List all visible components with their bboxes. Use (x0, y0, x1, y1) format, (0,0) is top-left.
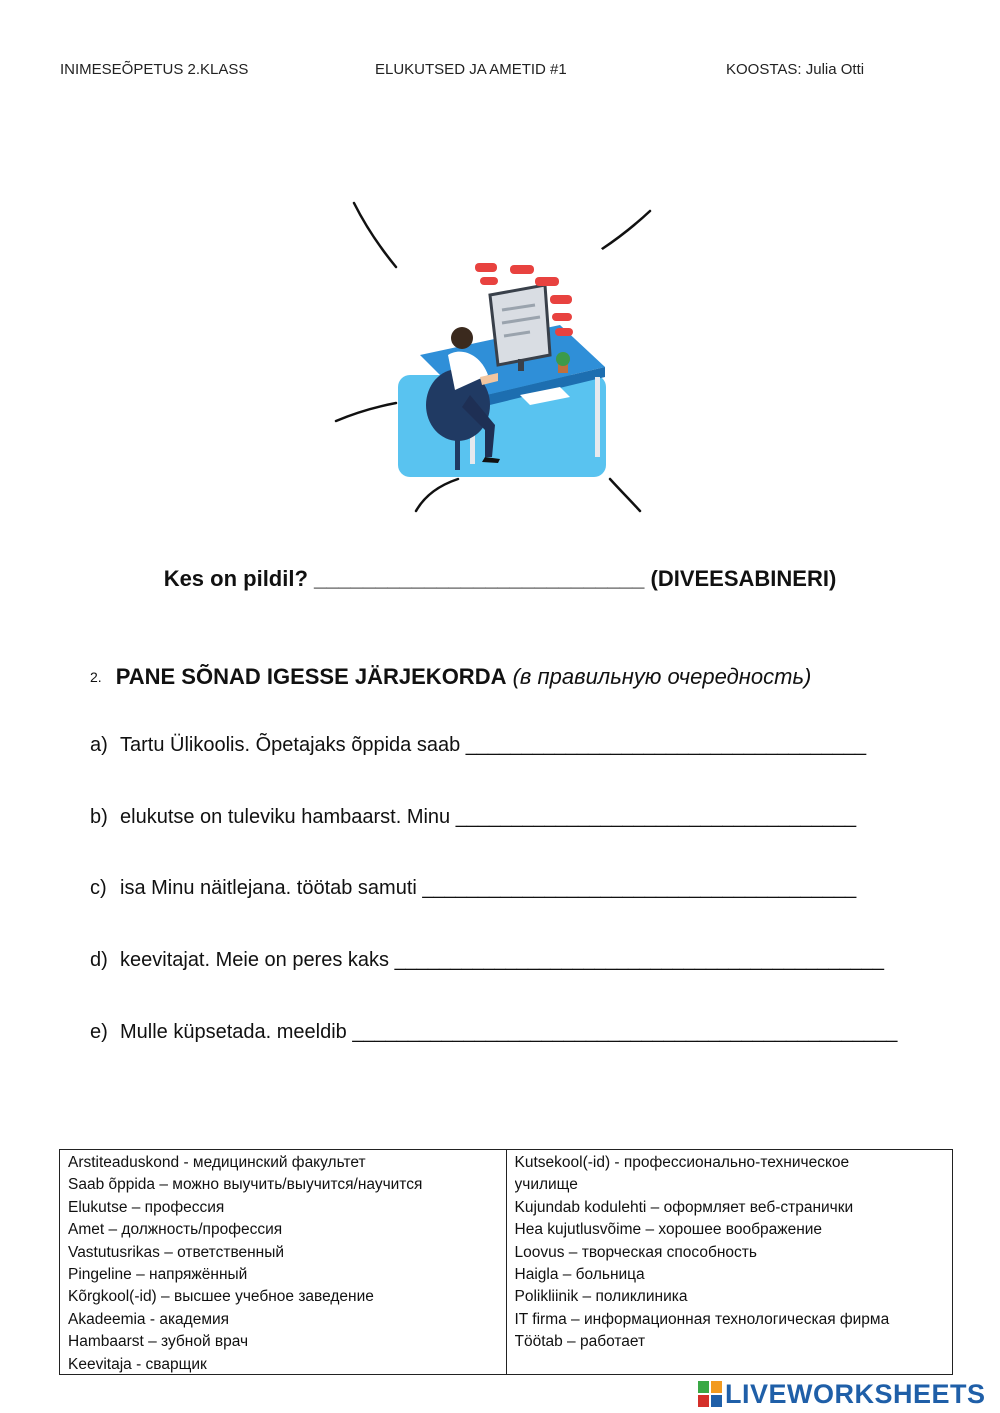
vocab-row: Akadeemia - академия (68, 1310, 230, 1328)
ray-bottom-center (416, 479, 458, 511)
ray-bottom-right (610, 479, 640, 511)
list-item (90, 949, 884, 972)
item-letter: a) (90, 734, 108, 756)
list-item (90, 806, 856, 829)
item-text: isa Minu näitlejana. töötab samuti _______________________________________ (120, 877, 857, 899)
ray-bottom-left (336, 403, 396, 421)
task-heading: PANE SÕNAD IGESSE JÄRJEKORDA (115, 664, 507, 689)
vocab-row: Pingeline – напряжённый (68, 1266, 248, 1284)
list-item (90, 734, 866, 757)
item-letter: b) (90, 806, 108, 828)
vocab-row: Polikliinik – поликлиника (514, 1288, 688, 1306)
vocab-row: Kujundab kodulehti – оформляет веб-странички (514, 1198, 854, 1216)
task-title (90, 664, 811, 690)
item-letter: d) (90, 949, 108, 971)
vocab-row: Hea kujutlusvõime – хорошее воображение (514, 1221, 823, 1239)
item-text: elukutse on tuleviku hambaarst. Minu ____________________________________ (120, 806, 857, 828)
vocab-row: Haigla – больница (514, 1266, 645, 1284)
ray-top-left (354, 203, 396, 267)
item-text: Mulle küpsetada. meeldib _________________________________________________ (120, 1021, 898, 1043)
vocab-row: Saab õppida – можно выучить/выучится/научится (68, 1176, 423, 1194)
worker-illustration (330, 195, 660, 515)
vocabulary-left-column (60, 1150, 506, 1374)
vocab-row: Loovus – творческая способность (514, 1243, 757, 1261)
vocab-row: Kõrgkool(-id) – высшее учебное заведение (68, 1288, 374, 1306)
task-subtitle: (в правильную очередность) (512, 664, 812, 689)
vocab-row: Hambaarst – зубной врач (68, 1333, 249, 1351)
header-right: KOOSTAS: Julia Otti (726, 61, 865, 78)
vocabulary-table (59, 1149, 953, 1375)
vocab-row: Elukutse – профессия (68, 1198, 225, 1216)
liveworksheets-logo[interactable] (697, 1378, 986, 1410)
vocab-row: Arstiteaduskond - медицинский факультет (68, 1154, 366, 1171)
liveworksheets-logo-text: LIVEWORKSHEETS (725, 1378, 986, 1409)
header-left: INIMESEÕPETUS 2.KLASS (60, 61, 249, 78)
vocab-row: Amet – должность/профессия (68, 1221, 283, 1239)
liveworksheets-logo-icon (697, 1380, 723, 1408)
task-number: 2. (90, 669, 102, 685)
vocab-row: Vastutusrikas – ответственный (68, 1243, 285, 1261)
worker-desk-image (398, 245, 606, 477)
ray-top-right (602, 211, 650, 249)
list-item (90, 1021, 897, 1044)
item-letter: c) (90, 877, 107, 899)
vocab-row: IT firma – информационная технологическая фирма (514, 1310, 890, 1328)
header-center: ELUKUTSED JA AMETID #1 (375, 61, 567, 78)
list-item (90, 877, 856, 900)
vocab-row: Töötab – работает (514, 1333, 646, 1351)
vocab-row: Kutsekool(-id) - профессионально-техническое (514, 1154, 850, 1171)
vocab-row: училище (514, 1176, 578, 1194)
vocab-row: Keevitaja - сварщик (68, 1355, 207, 1373)
item-letter: e) (90, 1021, 108, 1043)
item-text: Tartu Ülikoolis. Õpetajaks õppida saab ____________________________________ (120, 734, 867, 756)
item-text: keevitajat. Meie on peres kaks ____________________________________________ (120, 949, 884, 971)
question-line: Kes on pildil? ___________________________ (DIVEESABINERI) (163, 566, 837, 591)
vocabulary-right-column (506, 1150, 953, 1374)
